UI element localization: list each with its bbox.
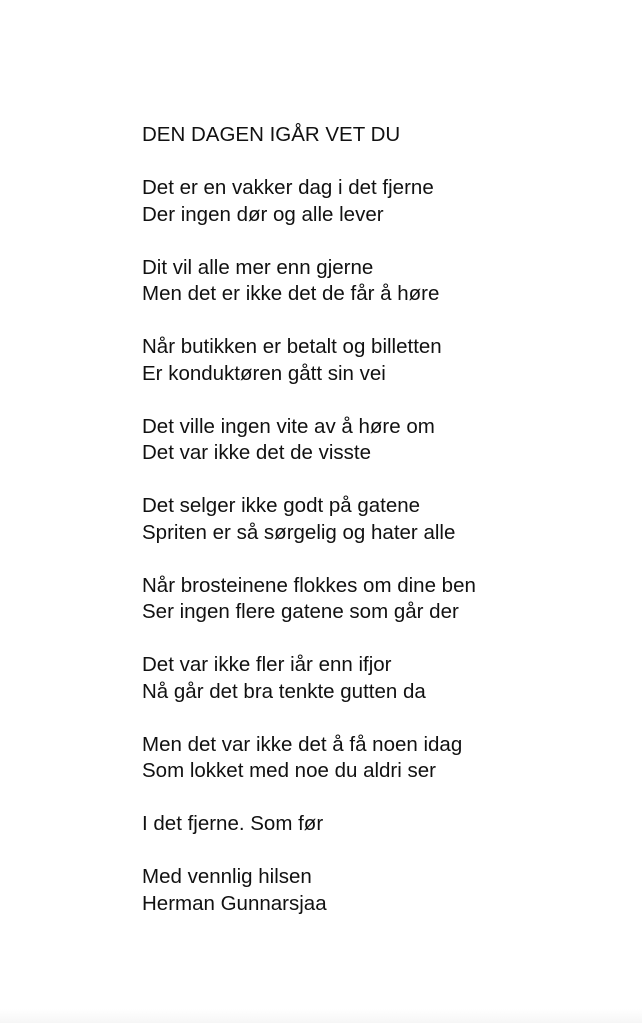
poem-line: Det var ikke det de visste [142, 441, 372, 464]
stanza-2 [142, 255, 612, 308]
poem-line: Men det var ikke det å få noen idag [142, 732, 463, 756]
stanza-3 [142, 334, 612, 387]
stanza-7 [142, 652, 612, 705]
poem-title: DEN DAGEN IGÅR VET DU [142, 123, 401, 146]
stanza-4 [142, 414, 612, 467]
stanza-5 [142, 493, 612, 546]
poem-line: Det selger ikke godt på gatene [142, 494, 421, 517]
poem-line: Spriten er så sørgelig og hater alle [142, 520, 456, 544]
poem-line: Som lokket med noe du aldri ser [142, 759, 436, 782]
stanza-8 [142, 732, 612, 785]
poem-line: Det ville ingen vite av å høre om [142, 414, 435, 438]
poem-line: Det var ikke fler iår enn ifjor [142, 653, 392, 676]
poem-line: Nå går det bra tenkte gutten da [142, 679, 426, 703]
poem-line: Det er en vakker dag i det fjerne [142, 176, 434, 199]
poem-line: Når butikken er betalt og billetten [142, 335, 442, 358]
stanza-1 [142, 175, 612, 228]
poem-line: Der ingen dør og alle lever [142, 202, 384, 226]
poem-line: Men det er ikke det de får å høre [142, 282, 440, 305]
poem-line: Er konduktøren gått sin vei [142, 361, 386, 385]
closing-greeting: Med vennlig hilsen [142, 865, 312, 888]
stanza-9 [142, 811, 612, 838]
stanza-6 [142, 573, 612, 626]
page-bottom-edge [0, 1009, 642, 1023]
poem-line: I det fjerne. Som før [142, 812, 324, 835]
author-name: Herman Gunnarsjaa [142, 891, 327, 915]
poem-line: Ser ingen flere gatene som går der [142, 600, 459, 623]
poem-line: Dit vil alle mer enn gjerne [142, 255, 374, 279]
poem [142, 122, 612, 917]
signature-block [142, 864, 612, 917]
poem-line: Når brosteinene flokkes om dine ben [142, 573, 476, 597]
